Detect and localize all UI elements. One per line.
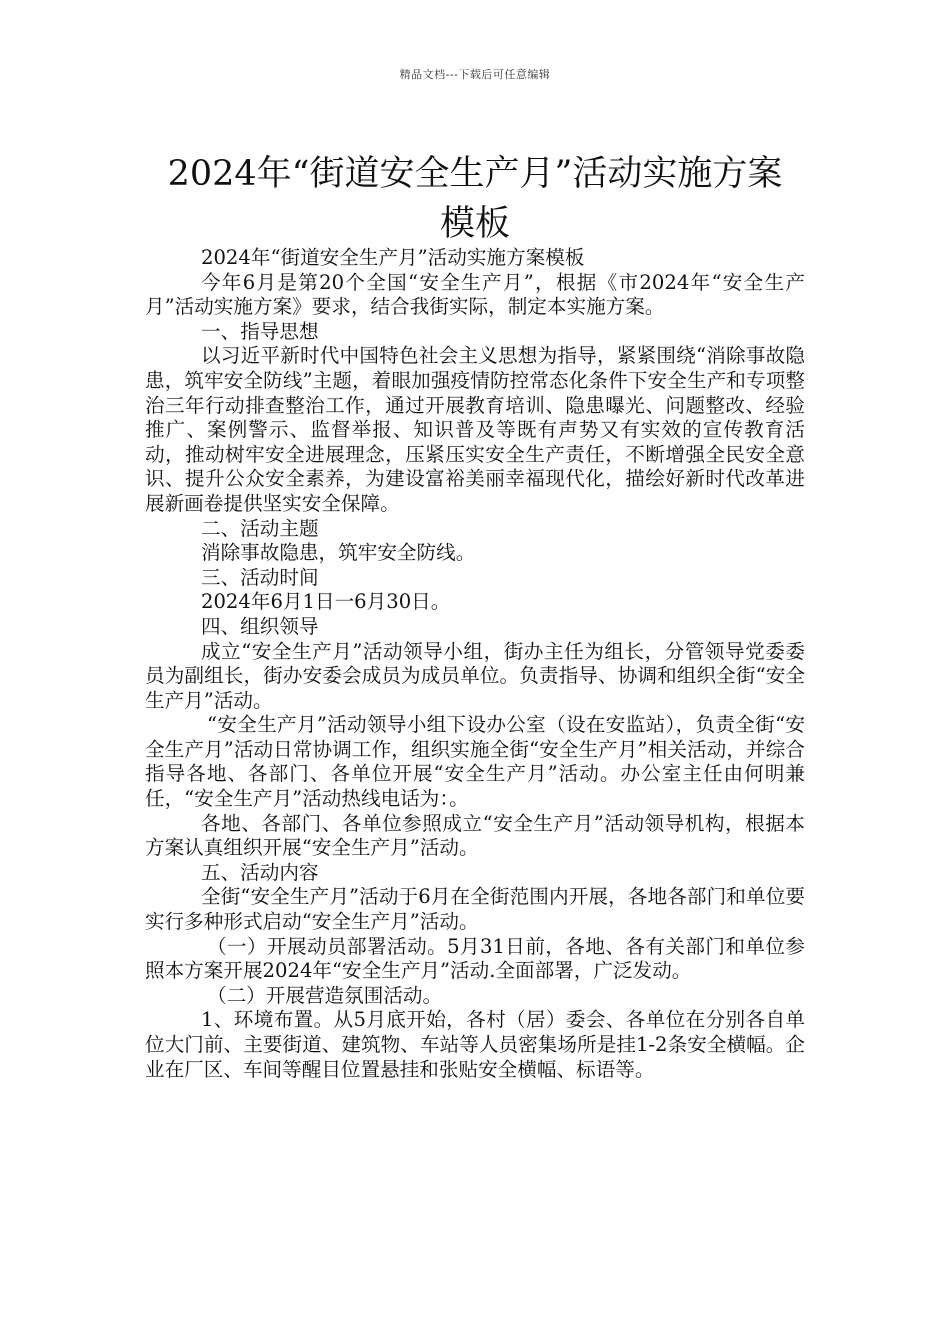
section-heading-4: 四、组织领导 [201,614,319,638]
theme-paragraph: 消除事故隐患，筑牢安全防线。 [201,541,476,565]
document-body [145,246,805,1082]
leadership-paragraph-2: “安全生产月”活动领导小组下设办公室（设在安监站），负责全街“安全生产月”活动日常协调工作，组织实施全街“安全生产月”相关活动，并综合指导各地、各部门、各单位开展“安全生产月”活动。办公室主任由何明兼任，“安全生产月”活动热线电话为：。 [145,713,805,811]
content-paragraph-2: （一）开展动员部署活动。5月31日前，各地、各有关部门和单位参照本方案开展2024年“安全生产月”活动.全面部署，广泛发动。 [145,934,805,983]
document-title [140,149,810,249]
content-paragraph-1: 全街“安全生产月”活动于6月在全街范围内开展，各地各部门和单位要实行多种形式启动“安全生产月”活动。 [145,885,805,934]
header-note: 精品文档---下载后可任意编辑 [399,68,551,81]
content-paragraph-4: 1、环境布置。从5月底开始，各村（居）委会、各单位在分别各自单位大门前、主要街道、建筑物、车站等人员密集场所是挂1-2条安全横幅。企业在厂区、车间等醒目位置悬挂和张贴安全横幅、标语等。 [145,1008,805,1081]
leadership-paragraph-1: 成立“安全生产月”活动领导小组，街办主任为组长，分管领导党委委员为副组长，街办安委会成员为成员单位。负责指导、协调和组织全街“安全生产月”活动。 [145,639,805,712]
title-line-1: 2024年“街道安全生产月”活动实施方案 [167,154,783,195]
section-heading-3: 三、活动时间 [201,565,319,589]
section-heading-1: 一、指导思想 [201,319,319,343]
content-paragraph-3: （二）开展营造氛围活动。 [207,983,443,1007]
title-line-2: 模板 [439,204,510,245]
leadership-paragraph-3: 各地、各部门、各单位参照成立“安全生产月”活动领导机构，根据本方案认真组织开展“安全生产月”活动。 [145,811,805,860]
guiding-ideology-paragraph: 以习近平新时代中国特色社会主义思想为指导，紧紧围绕“消除事故隐患，筑牢安全防线”主题，着眼加强疫情防控常态化条件下安全生产和专项整治三年行动排查整治工作，通过开展教育培训、隐患曝光、问题整改、经验推广、案例警示、监督举报、知识普及等既有声势又有实效的宣传教育活动，推动树牢安全进展理念，压紧压实安全生产责任，不断增强全民安全意识、提升公众安全素养，为建设富裕美丽幸福现代化，描绘好新时代改革进展新画卷提供坚实安全保障。 [145,344,805,515]
time-paragraph: 2024年6月1日一6月30日。 [201,590,451,614]
section-heading-5: 五、活动内容 [201,860,319,884]
subtitle-paragraph: 2024年“街道安全生产月”活动实施方案模板 [201,246,585,269]
section-heading-2: 二、活动主题 [201,516,319,540]
intro-paragraph: 今年6月是第20个全国“安全生产月”，根据《市2024年“安全生产月”活动实施方案》要求，结合我街实际，制定本实施方案。 [145,270,805,319]
